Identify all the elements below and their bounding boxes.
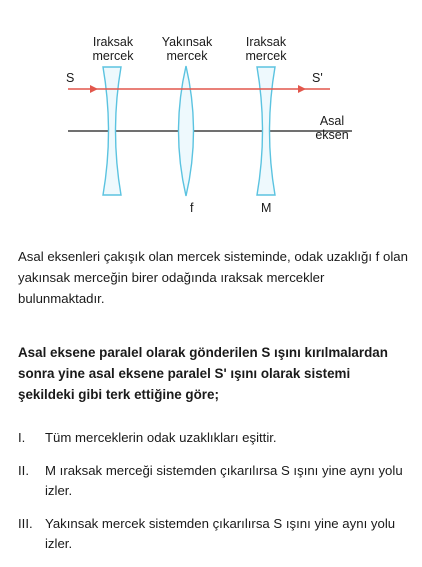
statement-list <box>18 428 410 567</box>
focus-label: f <box>190 201 194 215</box>
axis-label: Asal eksen <box>315 114 349 142</box>
intro-paragraph: Asal eksenleri çakışık olan mercek sisteminde, odak uzaklığı f olan yakınsak merceğin birer odağında ıraksak mercekler bulunmaktadır. <box>18 249 408 306</box>
ray-arrow-out <box>298 85 306 93</box>
statement-number: II. <box>18 463 29 478</box>
lens-right-label: Iraksak mercek <box>245 35 287 63</box>
statement-item-1 <box>18 428 410 448</box>
question-stem: Asal eksene paralel olarak gönderilen S ışını kırılmalardan sonra yine asal eksene paralel S' ışını olarak sistemi şekildeki gibi terk ettiğine göre; <box>18 345 388 402</box>
statement-text: Tüm merceklerin odak uzaklıkları eşittir. <box>45 430 277 445</box>
statement-item-2 <box>18 461 410 501</box>
ray-arrow-in <box>90 85 98 93</box>
point-m-label: M <box>261 201 272 215</box>
statement-text: Yakınsak mercek sistemden çıkarılırsa S ışını yine aynı yolu izler. <box>45 516 396 551</box>
statement-item-3 <box>18 514 410 554</box>
lens-left-label: Iraksak mercek <box>92 35 134 63</box>
statement-text: M ıraksak merceği sistemden çıkarılırsa S ışını yine aynı yolu izler. <box>45 463 403 498</box>
ray-out-label: S' <box>312 71 323 85</box>
middle-converging-lens <box>179 66 194 196</box>
statement-number: I. <box>18 430 26 445</box>
ray-in-label: S <box>66 71 75 85</box>
statement-number: III. <box>18 516 33 531</box>
lens-middle-label: Yakınsak mercek <box>161 35 213 63</box>
optics-diagram <box>0 0 422 230</box>
